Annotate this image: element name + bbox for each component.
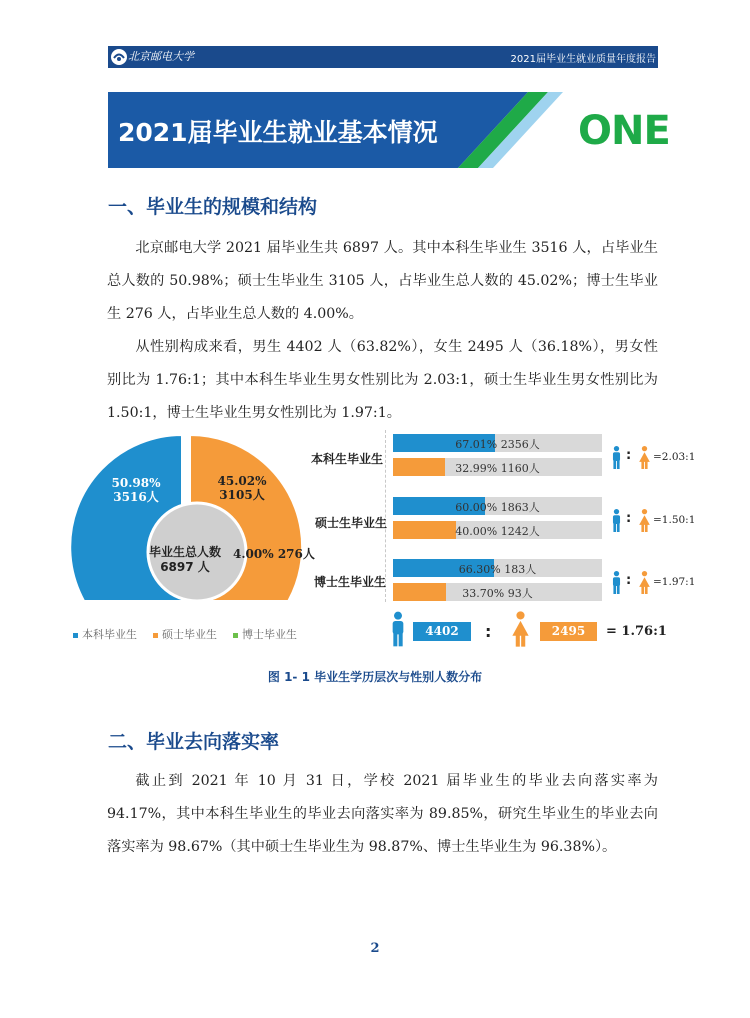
legend-undergrad [73,626,137,642]
legend-label: 硕士毕业生 [162,628,217,641]
pie-center-value: 6897 人 [160,560,210,574]
female-icon [638,571,651,594]
pie-label-undergrad [104,476,168,504]
pie-center-label [140,545,230,575]
female-icon [638,509,651,532]
ratio-colon: : [626,511,632,526]
bar-label: 32.99% 1160人 [455,462,540,475]
row-label-master: 硕士生毕业生 [315,516,388,530]
male-total-icon [390,611,406,647]
section1-body [107,232,658,430]
bar-label: 67.01% 2356人 [455,438,540,451]
bar-master-male [393,497,602,515]
pie-label-master-count: 3105人 [219,488,265,502]
legend-swatch [233,633,238,638]
ratio-master: =1.50:1 [653,514,696,526]
bar-master-female [393,521,602,539]
legend-label: 博士毕业生 [242,628,297,641]
pie-label-undergrad-percent: 50.98% [111,476,161,490]
row-label-phd: 博士生毕业生 [314,575,387,589]
legend-swatch [73,633,78,638]
university-logo-text: 北京邮电大学 [128,50,194,63]
pie-label-master-percent: 45.02% [217,474,267,488]
university-logo-icon [110,48,128,66]
pie-label-phd [233,545,315,562]
legend-master [153,626,217,642]
row-label-undergrad: 本科生毕业生 [311,452,384,466]
bar-label: 60.00% 1863人 [455,501,540,514]
bar-phd-female [393,583,602,601]
female-total: 2495 [540,622,597,641]
bar-label: 40.00% 1242人 [455,525,540,538]
pie-label-phd-count: 276人 [277,547,315,561]
bar-label: 33.70% 93人 [462,587,533,600]
legend-phd [233,626,297,642]
male-total: 4402 [413,622,471,641]
male-icon [611,509,622,532]
total-colon: : [485,622,492,641]
bar-phd-male [393,559,602,577]
legend-label: 本科毕业生 [82,628,137,641]
bar-undergrad-female [393,458,602,476]
ratio-phd: =1.97:1 [653,576,696,588]
legend-swatch [153,633,158,638]
female-total-icon [511,611,530,647]
chapter-tag: ONE [578,108,670,154]
pie-center-title: 毕业生总人数 [148,545,221,559]
page-number: 2 [370,941,380,956]
chapter-title: 2021届毕业生就业基本情况 [118,118,438,147]
section1-paragraph1: 北京邮电大学 2021 届毕业生共 6897 人。其中本科生毕业生 3516 人，占毕业生总人数的 50.98%；硕士生毕业生 3105 人，占毕业生总人数的 45.02%；博士生毕业生 276 人，占毕业生总人数的 4.00%。 [107,240,658,322]
report-title: 2021届毕业生就业质量年度报告 [510,54,656,65]
bar-label: 66.30% 183人 [458,563,537,576]
ratio-undergrad: =2.03:1 [653,451,696,463]
section2-body [107,765,658,864]
ratio-colon: : [626,573,632,588]
pie-label-phd-percent: 4.00% [233,547,274,561]
pie-label-master [212,474,272,502]
pie-label-undergrad-count: 3516人 [113,490,159,504]
male-icon [611,571,622,594]
section1-heading: 一、毕业生的规模和结构 [108,196,318,218]
male-icon [611,446,622,469]
section2-heading: 二、毕业去向落实率 [108,731,280,753]
ratio-colon: : [626,448,632,463]
female-icon [638,446,651,469]
section2-paragraph: 截止到 2021 年 10 月 31 日，学校 2021 届毕业生的毕业去向落实率为 94.17%，其中本科生毕业生的毕业去向落实率为 89.85%，研究生毕业生的毕业去向落实率为 98.67%（其中硕士生毕业生为 98.87%、博士生毕业生为 96.38%）。 [107,773,658,855]
section1-paragraph2: 从性别构成来看，男生 4402 人（63.82%），女生 2495 人（36.18%），男女性别比为 1.76:1；其中本科生毕业生男女性别比为 2.03:1，硕士生毕业生男女性别比为 1.50:1，博士生毕业生男女性别比为 1.97:1。 [107,339,658,421]
total-ratio: = 1.76:1 [606,624,667,639]
bar-undergrad-male [393,434,602,452]
figure-caption: 图 1- 1 毕业生学历层次与性别人数分布 [267,670,483,684]
